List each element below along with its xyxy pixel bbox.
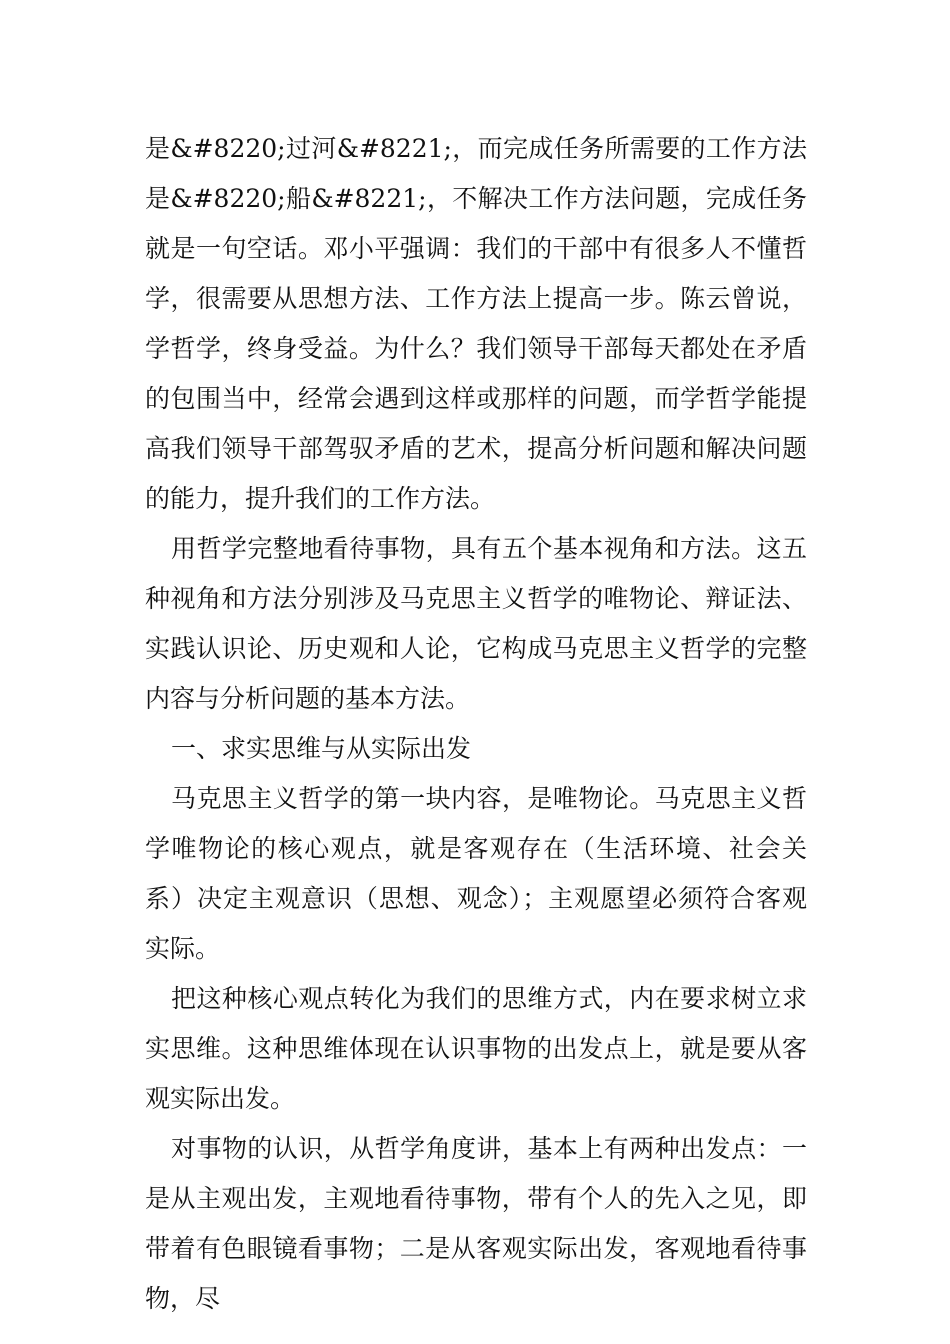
paragraph: 对事物的认识，从哲学角度讲，基本上有两种出发点：一是从主观出发，主观地看待事物，带有个人的先入之见，即带着有色眼镜看事物；二是从客观实际出发，客观地看待事物，尽 xyxy=(145,1134,807,1313)
section-heading: 一、求实思维与从实际出发 xyxy=(171,734,472,763)
paragraph: 用哲学完整地看待事物，具有五个基本视角和方法。这五种视角和方法分别涉及马克思主义哲学的唯物论、辩证法、实践认识论、历史观和人论，它构成马克思主义哲学的完整内容与分析问题的基本方法。 xyxy=(145,534,807,713)
document-body xyxy=(145,124,807,1324)
paragraph: 是&#8220;过河&#8221;，而完成任务所需要的工作方法是&#8220;船&#8221;，不解决工作方法问题，完成任务就是一句空话。邓小平强调：我们的干部中有很多人不懂哲学，很需要从思想方法、工作方法上提高一步。陈云曾说，学哲学，终身受益。为什么？我们领导干部每天都处在矛盾的包围当中，经常会遇到这样或那样的问题，而学哲学能提高我们领导干部驾驭矛盾的艺术，提高分析问题和解决问题的能力，提升我们的工作方法。 xyxy=(145,134,807,513)
paragraph: 把这种核心观点转化为我们的思维方式，内在要求树立求实思维。这种思维体现在认识事物的出发点上，就是要从客观实际出发。 xyxy=(145,984,807,1113)
paragraph: 马克思主义哲学的第一块内容，是唯物论。马克思主义哲学唯物论的核心观点，就是客观存在（生活环境、社会关系）决定主观意识（思想、观念）；主观愿望必须符合客观实际。 xyxy=(145,784,807,963)
